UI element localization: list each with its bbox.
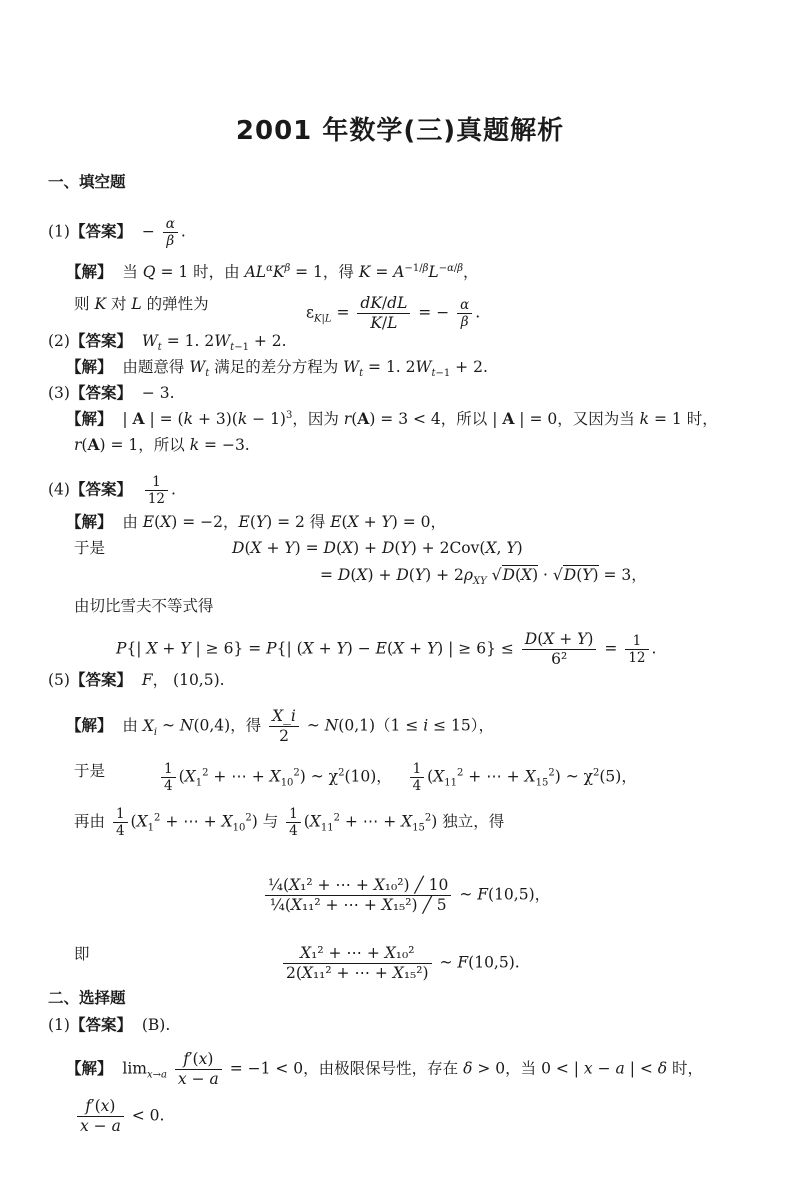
fraction: $\frac{1}{4}$ (286, 806, 301, 839)
fraction: $\frac{f'(x)}{x - a}$ (175, 1050, 222, 1089)
fraction: $\frac{1}{4}$ (161, 761, 176, 794)
solution-1-line-3: $\varepsilon_{K|L}$ = $\frac{dK/dL}{K/L}$ = − $\frac{\alpha}{\beta}$ . (306, 294, 481, 332)
answer-3: (3)【答案】 − 3. (48, 383, 175, 402)
solution-5-line-5: $\frac{\text{¼(X₁² + ⋯ + X₁₀²) ╱ 10}}{\text{¼(X₁₁² + ⋯ + X₁₅²) ╱ 5}}$ ~ F(10,5)， (262, 876, 550, 915)
answer-1: (1)【答案】 − $\frac{\alpha}{\beta}$ . (48, 216, 186, 249)
fraction: $\frac{X\_i}{2}$ (269, 707, 299, 746)
solution-5-line-3: $\frac{1}{4}$ ($X_1^2$ + ⋯ + $X_{10}^2$) ~ $\chi^2(10)$， $\frac{1}{4}$ ($X_{11}^2$ + ⋯ + $X_{15}^2$) ~ $\chi^2(5)$， (158, 761, 637, 794)
solution-5-line-2: 于是 (74, 762, 106, 780)
solution-4-line-4: = $D(X) + D(Y) + 2\rho_{XY}$ √D(X) · √D(Y) = 3， (320, 566, 647, 588)
fraction: $\frac{\text{¼(X₁² + ⋯ + X₁₀²) ╱ 10}}{\text{¼(X₁₁² + ⋯ + X₁₅²) ╱ 5}}$ (265, 876, 451, 915)
choice-solution-1-line-1: 【解】 $\lim_{x\to a}$ $\frac{f'(x)}{x - a}$ = −1 < 0，由极限保号性，存在 δ > 0，当 0 < | x − a | < δ 时， (66, 1050, 704, 1088)
answer-5: (5)【答案】 F， (10,5). (48, 670, 225, 689)
page-title: 2001 年数学(三)真题解析 (235, 116, 565, 146)
fraction: $\frac{f'(x)}{x - a}$ (77, 1097, 124, 1136)
solution-1-line-1: 【解】 当 Q = 1 时，由 $AL^\alpha K^\beta = 1$，得 $K = A^{-1/\beta}L^{-\alpha/\beta}$， (66, 262, 479, 281)
fraction: $\frac{1}{4}$ (113, 806, 128, 839)
fraction: $\frac{1}{12}$ (625, 633, 648, 666)
fraction: $\frac{1}{12}$ (145, 474, 168, 507)
solution-5-line-1: 【解】 由 $X_i$ ~ N(0,4)，得 $\frac{X\_i}{2}$ ~ N(0,1)（1 ≤ i ≤ 15）， (66, 707, 495, 745)
fraction: $\frac{dK/dL}{K/L}$ (357, 294, 410, 333)
solution-5-line-7: $\frac{\text{X₁² + ⋯ + X₁₀²}}{\text{2(X₁₁² + ⋯ + X₁₅²)}}$ ~ F(10,5). (280, 944, 520, 983)
solution-3-line-2: r(A) = 1，所以 k = −3. (74, 435, 250, 454)
fraction: $\frac{\text{X₁² + ⋯ + X₁₀²}}{\text{2(X₁₁² + ⋯ + X₁₅²)}}$ (283, 944, 432, 983)
fraction: $\frac{\alpha}{\beta}$ (457, 297, 472, 330)
answer-2: (2)【答案】 $W_t = 1$. $2W_{t-1} + 2$. (48, 331, 287, 354)
fraction: $\frac{\alpha}{\beta}$ (163, 216, 178, 249)
fraction: $\frac{D(X + Y)}{\text{6²}}$ (522, 630, 597, 669)
solution-4-line-3: D(X + Y) = D(X) + D(Y) + 2Cov(X, Y) (232, 539, 523, 557)
choice-solution-1-line-2: $\frac{f'(x)}{x - a}$ < 0. (74, 1097, 164, 1136)
answer-4: (4)【答案】 $\frac{1}{12}$ . (48, 474, 176, 507)
choice-answer-1: (1)【答案】 (B). (48, 1015, 171, 1034)
solution-4-line-6: P{| X + Y | ≥ 6} = P{| (X + Y) − E(X + Y) | ≥ 6} ≤ $\frac{D(X + Y)}{\text{6²}}$ = $\frac{1}{12}$ . (116, 630, 657, 668)
solution-2: 【解】 由题意得 $W_t$ 满足的差分方程为 $W_t = 1$. $2W_{t-1} + 2$. (66, 357, 488, 380)
solution-5-line-4: 再由 $\frac{1}{4}$ ($X_1^2$ + ⋯ + $X_{10}^2$) 与 $\frac{1}{4}$ ($X_{11}^2$ + ⋯ + $X_{15}^2$) 独立，得 (74, 806, 505, 839)
solution-4-line-5: 由切比雪夫不等式得 (74, 597, 214, 615)
section-heading-multiple-choice: 二、选择题 (48, 989, 126, 1007)
solution-3-line-1: 【解】 | A | = $(k + 3)(k - 1)^3$，因为 r(A) = 3 < 4，所以 | A | = 0，又因为当 k = 1 时， (66, 409, 718, 428)
solution-5-line-6: 即 (74, 945, 90, 963)
fraction: $\frac{1}{4}$ (410, 761, 425, 794)
solution-4-line-1: 【解】 由 E(X) = −2，E(Y) = 2 得 E(X + Y) = 0， (66, 512, 446, 531)
solution-4-line-2: 于是 (74, 539, 106, 557)
section-heading-fill-blank: 一、填空题 (48, 173, 126, 191)
solution-1-line-2: 则 K 对 L 的弹性为 (74, 295, 209, 313)
